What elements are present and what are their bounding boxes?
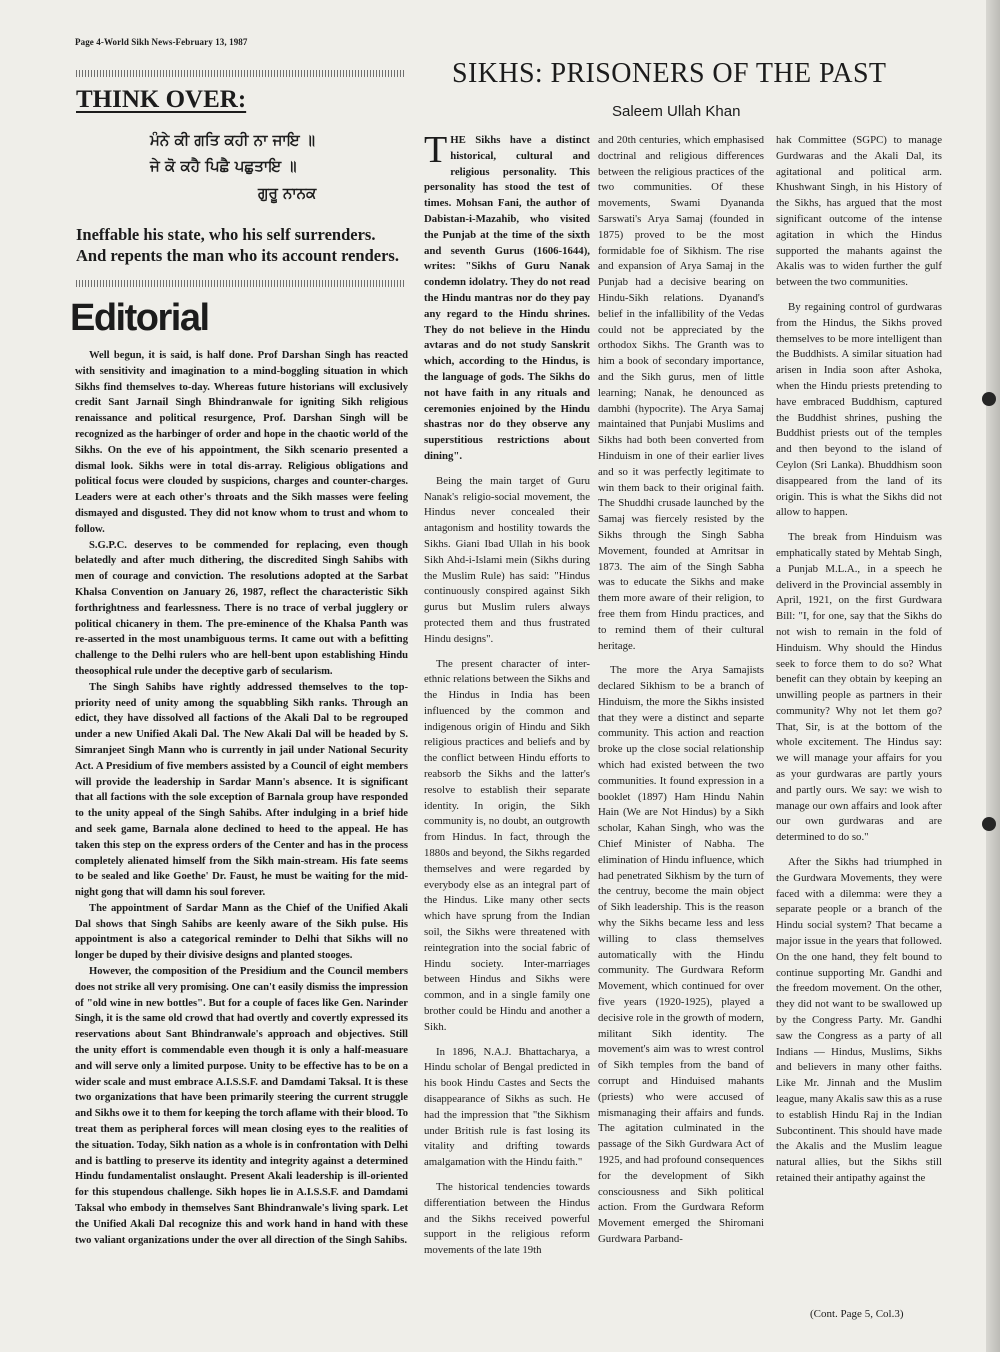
article-paragraph: The present character of inter-ethnic relations between the Sikhs and the Hindus in India has been influenced by the common and indigenous origin of Hindu and Sikh religious practices and beliefs and by the conflict between Hindu efforts to reabsorb the Sikhs and the latter's resolve to establish their separate identity. In origin, the Sikh community is, no doubt, an outgrowth from Hindus. In fact, through the 1880s and beyond, the Sikhs regarded themselves and were regarded by everybody else as an integral part of the Hindus. Like many other sects which have sprung from the Indian soil, the Sikhs were threatened with reintegration into the social fabric of Hindu society. Inter-marriages between Hindus and Sikhs were common, and in a single family one brother could be Hindu and another a Sikh. [424, 657, 590, 1033]
gurmukhi-line-2: ਜੇ ਕੋ ਕਹੈ ਪਿਛੈ ਪਛੁਤਾਇ ॥ [150, 157, 297, 175]
editorial-paragraph: The appointment of Sardar Mann as the Chief of the Unified Akali Dal shows that Singh Sahibs are keenly aware of the Sikh pulse. His appointment is also a categorical reminder to Delhi that Sikhs will no longer be duped by their divisive designs and planted stooges. [75, 902, 408, 962]
article-column-3 [776, 133, 942, 1328]
binder-hole [982, 817, 996, 831]
gurmukhi-line-1: ਮੰਨੇ ਕੀ ਗਤਿ ਕਹੀ ਨਾ ਜਾਇ ॥ [150, 131, 316, 149]
article-lead [424, 133, 590, 465]
article-paragraph: The historical tendencies towards differentiation between the Hindus and the Sikhs received powerful support in the religious reform movements of the late 19th [424, 1181, 590, 1257]
rule-top [76, 70, 406, 77]
article-paragraph: The more the Arya Samajists declared Sikhism to be a branch of Hinduism, the more the Sikhs insisted that they were a distinct and separte community. This action and reaction broke up the close social relationship which had existed between the two communities. It found expression in a booklet (1897) Ham Hindu Nahin Hain (We are Not Hindus) by a Sikh scholar, Kahan Singh, who was the Chief Minister of Nabha. The elimination of Hindu influence, which had penetrated Sikhism by the turn of the centruy, become the main object of Sikh leadership. This is the reason why the Sikhs became less and less willing to class themselves automatically with the Hindu community. The Gurdwara Reform Movement, which continued for over five years (1920-1925), played a decisive role in the growth of modern, militant Sikh identity. The movement's aim was to wrest control of Sikh temples from the band of corrupt and Hinduised mahants (priests) who were accused of mismanaging their affairs and funds. The agitation culminated in the passage of the Sikh Gurdwara Act of 1925, and had profound consequences for the development of Sikh consciousness and Sikh political action. From the Gurdwara Reform Movement emerged the Shiromani Gurdwara Parband- [598, 664, 764, 1245]
gurmukhi-attribution: ਗੁਰੂ ਨਾਨਕ [258, 184, 317, 202]
article-byline: Saleem Ullah Khan [612, 103, 741, 120]
think-over-heading: THINK OVER: [76, 86, 247, 113]
article-paragraph: and 20th centuries, which emphasised doctrinal and religious differences between the religious practices of the two communities. Of these movements, Swami Dyananda Sarswati's Arya Samaj (founded in 1875) proved to be the most formidable foe of Sikhism. The rise and expansion of Arya Samaj in the Punjab had a decisive bearing on Hindu-Sikh relations. Dyanand's belief in the infallibility of the Vedas could not be appreciated by the orthodox Sikhs. The Granth was to him a book of secondary importance, and the Sikh gurus, men of little learning; Nanak, he denounced as dambhi (hypocrite). The Arya Samaj maintained that Punjabi Muslims and Sikhs had both been converted from Hinduism in one of their earlier lives and so it was perfectly legitimate to win them back to their original faith. The Shuddhi crusade launched by the Samaj was fiercely resisted by the Sikhs through the Singh Sabha Movement, founded at Amritsar in 1873. The aim of the Singh Sabha was to educate the Sikhs and make them more aware of their religion, to free them from Hindu practices, and to remind them of their cultural heritage. [598, 134, 764, 652]
page-folio: Page 4-World Sikh News-February 13, 1987 [75, 37, 248, 47]
editorial-body [75, 348, 408, 1318]
article-column-1 [424, 133, 590, 1328]
editorial-paragraph: Well begun, it is said, is half done. Prof Darshan Singh has reacted with sensitivity and imagination to a mind-boggling situation in which Sikhs find themselves to-day. Whereas future historians will exclusively credit Sant Jarnail Singh Bhindranwale for igniting Sikh religious renaissance and political resurgence, Prof. Darshan Singh will be recognized as the harbinger of order and hope in the chaotic world of the Sikhs. On the eve of his appointment, the Sikh scenario presented a dismal look. Sikhs were in total dis-array. Religious obligations and political focus were clouded by suspicions, charges and counter-charges. Leaders were at each other's throats and the Sikh masses were feeling dismayed and disgusted. They did not know whom to trust and whom to follow. [75, 350, 408, 535]
translation [76, 224, 406, 266]
article-title: SIKHS: PRISONERS OF THE PAST [452, 58, 887, 89]
drop-cap: T [424, 133, 448, 171]
translation-line-2: And repents the man who its account renders. [76, 246, 399, 265]
continuation-note: (Cont. Page 5, Col.3) [810, 1308, 904, 1320]
translation-line-1: Ineffable his state, who his self surrenders. [76, 225, 376, 244]
binder-hole [982, 392, 996, 406]
page-edge-shadow [986, 0, 1000, 1352]
article-paragraph: hak Committee (SGPC) to manage Gurdwaras and the Akali Dal, its agitational and political arm. Khushwant Singh, in his History of the Sikhs, has argued that the most significant outcome of the intense agitation in which the Hindus supported the mahants against the Akalis was to widen further the gulf between the two communities. [776, 134, 942, 289]
lead-text: HE Sikhs have a distinct historical, cultural and religious personality. This personality has stood the test of times. Mohsan Fani, the author of Dabistan-i-Mazahib, who visited the Punjab at the time of the sixth and seventh Gurus (1606-1644), writes: "Sikhs of Guru Nanak condemn idolatry. They do not read the Hindu mantras nor do they pay any regard to the Hindu shrines. They do not believe in the Hindu avtaras and do not study Sanskrit which, according to the Hindus, is the language of gods. The Sikhs do not have faith in any rituals and ceremonies enjoined by the Hindu shastras nor do they observe any superstitious restrictions about dining". [424, 134, 590, 462]
editorial-heading: Editorial [70, 297, 209, 339]
article-paragraph: The break from Hinduism was emphatically stated by Mehtab Singh, a Punjab M.L.A., in a speech he deliverd in the Provincial assembly in April, 1921, on the first Gurdwara Bill: "I, for one, say that the Sikhs do not wish to remain in the fold of Hinduism. Why should the Hindus seek to force them to do so? What benefit can they obtain by keeping an unwilling people as partners in their community? Why not let them go? That, Sir, is at the bottom of the whole excitement. The Hindus say: we will manage your affairs for you as your gurdwaras are partly yours and partly ours. We say: we wish to manage our own affairs and look after our own gurdwaras and are determined to do so." [776, 531, 942, 844]
article-paragraph: In 1896, N.A.J. Bhattacharya, a Hindu scholar of Bengal predicted in his book Hindu Castes and Sects the disappearance of Sikhs as such. He had the impression that "the Sikhism under British rule is fast losing its vitality and drifting towards amalgamation with the Hindu faith." [424, 1045, 590, 1169]
article-paragraph: Being the main target of Guru Nanak's religio-social movement, the Hindus never concealed their antagonism and hostility towards the Sikhs. Giani Ibad Ullah in his book Sikh Ahd-i-Islami mein (Sikhs during the Muslim Rule) has said: "Hindus continuously conspired against Sikh gurus but Muslim rulers always protected them and thus frustrated Hindu designs". [424, 474, 590, 645]
editorial-paragraph: S.G.P.C. deserves to be commended for replacing, even though belatedly and after much dithering, the discredited Singh Sahibs with men of courage and conviction. The resolutions adopted at the Sarbat Khalsa Convention on January 26, 1987, reflect the characteristic Sikh forthrightness and fearlessness. There is no trace of verbal jugglery or political chicanery in them. The pre-eminence of the Khalsa Panth was re-asserted in the most unambiguous terms. It came out with a befitting challenge to the Delhi rulers who are hell-bent upon establishing Hindu theosophical rule under the deceptive garb of secularism. [75, 539, 408, 677]
editorial-paragraph: However, the composition of the Presidium and the Council members does not strike all very promising. One can't easily dismiss the impression of "old wine in new bottles". But for a couple of faces like Gen. Narinder Singh, it is the same old crowd that had overtly and covertly expressed its reservations about Sant Bhindranwale's approach and objectives. Still the unity effort is commendable even though it is only a half-measuare and will serve only a limited purpose. Unity to be effective has to be on a wider scale and must embrace A.I.S.S.F. and Damdami Taksal. It is these two organizations that have been primarily steering the current struggle and Sikhs owe it to them for keeping the torch aflame with their blood. To treat them as peripheral forces will mean closing eyes to the realities of the situation. Today, Sikh nation as a whole is in confrontation with Delhi and is battling to preserve its identity and integrity against a determined Hindu fundamentalist onslaught. Present Akali leadership is ill-oriented for this stupendous challenge. Sikh hopes lie in A.I.S.S.F. and Damdami Taksal who embody in themselves Sant Bhindranwale's living spark. Let the Unified Akali Dal recognize this and work hand in hand with these two valiant organizations under the over all direction of the Singh Sahibs. [75, 966, 408, 1246]
article-column-2 [598, 133, 764, 1328]
article-paragraph: By regaining control of gurdwaras from the Hindus, the Sikhs proved themselves to be more intelligent than the Buddhists. A similar situation had arisen in India soon after Ashoka, when the Hindu priests pretending to have embraced Buddhism, captured the Buddhist shrines, pushing the Buddhist priests out of the temples and then beyond to the island of Ceylon (Sri Lanka). Bhuddhism soon disappeared from the land of its origin. This is what the Sikhs did not allow to happen. [776, 300, 942, 519]
article-paragraph: After the Sikhs had triumphed in the Gurdwara Movements, they were faced with a dilemma: were they a separate people or a branch of the Hindu social system? That became a major issue in the years that followed. On the one hand, they felt bound to continue supporting Mr. Gandhi and the freedom movement. On the other, they did not want to be swallowed up by the Congress Party. Mr. Gandhi saw the Congress as a party of all Indians — Hindus, Muslims, Sikhs and believers in many other faiths. Like Mr. Jinnah and the Muslim league, many Akalis saw this as a ruse to establish Hindu Raj in the Indian Subcontinent. This should have made the Akalis and the Muslim league natural allies, but the Sikhs still retained their antipathy against the [776, 856, 942, 1184]
rule-bottom [76, 280, 406, 287]
editorial-paragraph: The Singh Sahibs have rightly addressed themselves to the top-priority need of unity among the squabbling Sikh ranks. Through an edict, they have dissolved all factions of the Akali Dal to be regrouped under a new Unified Akali Dal. The New Akali Dal will be headed by S. Simranjeet Singh Mann who is currently in jail under National Security Act. A Presidium of five members assisted by a Council of eight members will provide the leadership in Sardar Mann's absence. It is significant that all factions with the sole exception of Barnala group have responded to the unity appeal of the Singh Sahibs. After indulging in a brief hide and seek game, Barnala alone declined to heed to the appeal. He has taken this step on the express orders of the Center and has in the process completely alienated himself from the Sikh main-stream. His fate seems to be sealed and like Goethe' Dr. Faust, he must be waiting for the mid-night gong that will damn his soul forever. [75, 681, 408, 899]
